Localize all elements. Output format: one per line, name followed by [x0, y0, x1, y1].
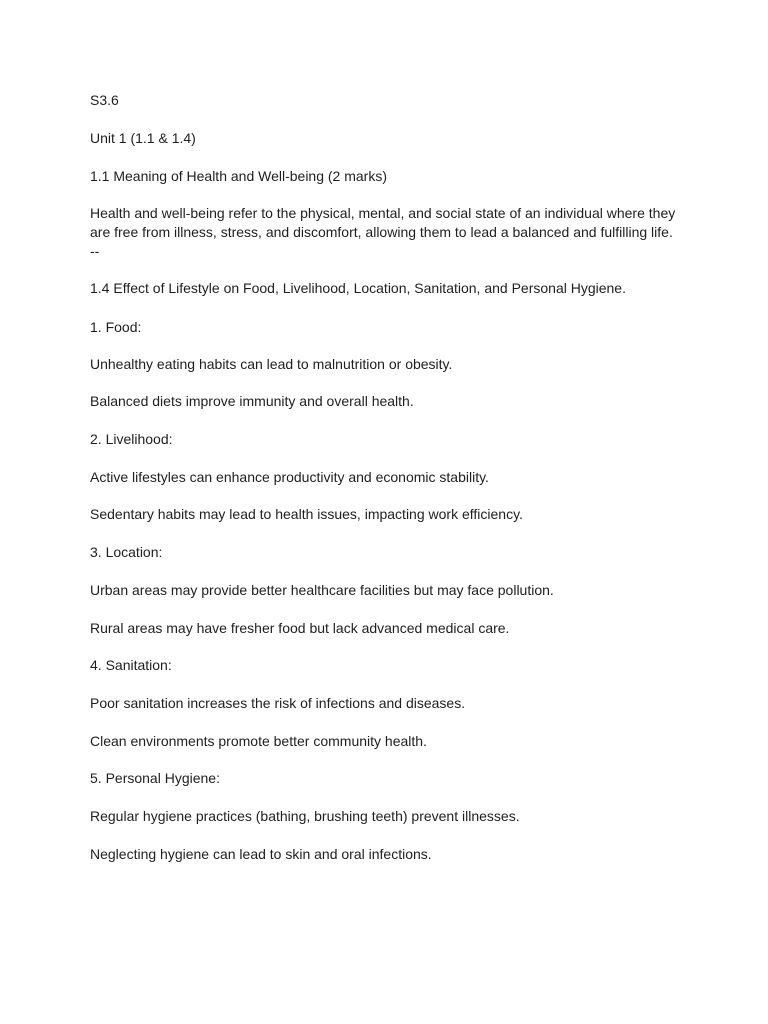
item-point: Regular hygiene practices (bathing, brushing teeth) prevent illnesses.	[90, 808, 520, 824]
section-separator: --	[90, 243, 100, 259]
item-point: Unhealthy eating habits can lead to malnutrition or obesity.	[90, 356, 453, 372]
item-title-location: 3. Location:	[90, 544, 163, 560]
item-point: Poor sanitation increases the risk of infections and diseases.	[90, 695, 466, 711]
section-body-1-1	[90, 204, 690, 261]
item-title-sanitation: 4. Sanitation:	[90, 657, 172, 673]
section-body-line: are free from illness, stress, and discomfort, allowing them to lead a balanced and fulfilling life.	[90, 224, 673, 240]
document-code: S3.6	[90, 92, 119, 108]
item-title-personal-hygiene: 5. Personal Hygiene:	[90, 770, 220, 786]
item-title-food: 1. Food:	[90, 319, 142, 335]
item-point: Urban areas may provide better healthcare facilities but may face pollution.	[90, 582, 554, 598]
item-point: Rural areas may have fresher food but lack advanced medical care.	[90, 620, 510, 636]
item-point: Clean environments promote better community health.	[90, 733, 427, 749]
section-heading-1-4: 1.4 Effect of Lifestyle on Food, Livelihood, Location, Sanitation, and Personal Hygiene.	[90, 280, 626, 296]
item-point: Sedentary habits may lead to health issues, impacting work efficiency.	[90, 506, 523, 522]
item-title-livelihood: 2. Livelihood:	[90, 431, 173, 447]
item-point: Active lifestyles can enhance productivity and economic stability.	[90, 469, 489, 485]
section-heading-1-1: 1.1 Meaning of Health and Well-being (2 marks)	[90, 168, 388, 184]
item-point: Balanced diets improve immunity and overall health.	[90, 393, 414, 409]
item-point: Neglecting hygiene can lead to skin and oral infections.	[90, 846, 432, 862]
section-body-line: Health and well-being refer to the physical, mental, and social state of an individual where they	[90, 205, 676, 221]
unit-title: Unit 1 (1.1 & 1.4)	[90, 130, 196, 146]
